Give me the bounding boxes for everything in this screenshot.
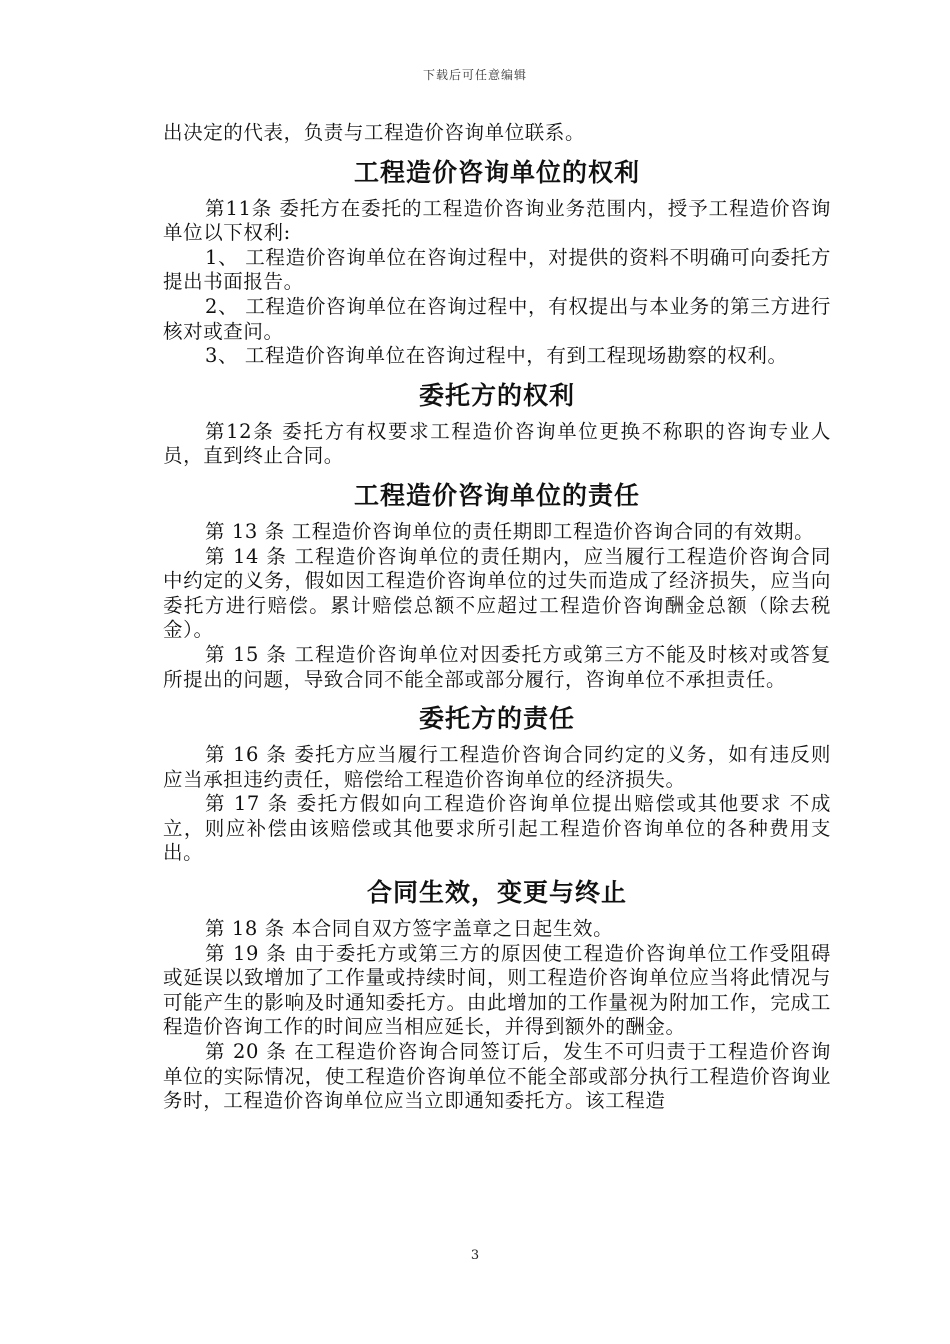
section-heading-consultant-rights: 工程造价咨询单位的权利 <box>353 157 640 187</box>
article-20: 第 20 条 在工程造价咨询合同签订后，发生不可归责于工程造价咨询单位的实际情况，使工程造价咨询单位不能全部或部分执行工程造价咨询业务时，工程造价咨询单位应当立即通知委托方。该工程造 <box>163 1040 831 1113</box>
section-heading-client-liability: 委托方的责任 <box>418 704 575 734</box>
article-11-item-1: 1、 工程造价咨询单位在咨询过程中，对提供的资料不明确可向委托方提出书面报告。 <box>163 245 831 294</box>
article-16: 第 16 条 委托方应当履行工程造价咨询合同约定的义务，如有违反则应当承担违约责任，赔偿给工程造价咨询单位的经济损失。 <box>163 743 831 791</box>
section-heading-consultant-liability: 工程造价咨询单位的责任 <box>353 480 640 510</box>
page-number: 3 <box>470 1248 480 1263</box>
article-12: 第12条 委托方有权要求工程造价咨询单位更换不称职的咨询专业人员，直到终止合同。 <box>163 419 831 468</box>
section-heading-client-rights: 委托方的权利 <box>418 380 575 410</box>
paragraph-continuation: 出决定的代表，负责与工程造价咨询单位联系。 <box>163 121 586 144</box>
article-11-item-2: 2、 工程造价咨询单位在咨询过程中，有权提出与本业务的第三方进行核对或查问。 <box>163 294 831 343</box>
article-18: 第 18 条 本合同自双方签字盖章之日起生效。 <box>205 917 614 941</box>
article-13: 第 13 条 工程造价咨询单位的责任期即工程造价咨询合同的有效期。 <box>205 519 815 543</box>
article-14: 第 14 条 工程造价咨询单位的责任期内，应当履行工程造价咨询合同中约定的义务，假如因工程造价咨询单位的过失而造成了经济损失，应当向委托方进行赔偿。累计赔偿总额不应超过工程造价咨询酬金总额（除去税金）。 <box>163 544 831 642</box>
article-11-item-3: 3、 工程造价咨询单位在咨询过程中，有到工程现场勘察的权利。 <box>205 344 788 368</box>
article-17: 第 17 条 委托方假如向工程造价咨询单位提出赔偿或其他要求 不成立，则应补偿由该赔偿或其他要求所引起工程造价咨询单位的各种费用支出。 <box>163 792 831 865</box>
page-header: 下载后可任意编辑 <box>422 68 527 82</box>
article-15: 第 15 条 工程造价咨询单位对因委托方或第三方不能及时核对或答复所提出的问题，导致合同不能全部或部分履行，咨询单位不承担责任。 <box>163 642 831 691</box>
section-heading-effectiveness: 合同生效，变更与终止 <box>366 878 627 908</box>
article-19: 第 19 条 由于委托方或第三方的原因使工程造价咨询单位工作受阻碍或延误以致增加了工作量或持续时间，则工程造价咨询单位应当将此情况与可能产生的影响及时通知委托方。由此增加的工作量视为附加工作，完成工程造价咨询工作的时间应当相应延长，并得到额外的酬金。 <box>163 941 831 1039</box>
article-11: 第11条 委托方在委托的工程造价咨询业务范围内，授予工程造价咨询单位以下权利: <box>163 196 831 245</box>
document-body <box>163 121 831 1114</box>
